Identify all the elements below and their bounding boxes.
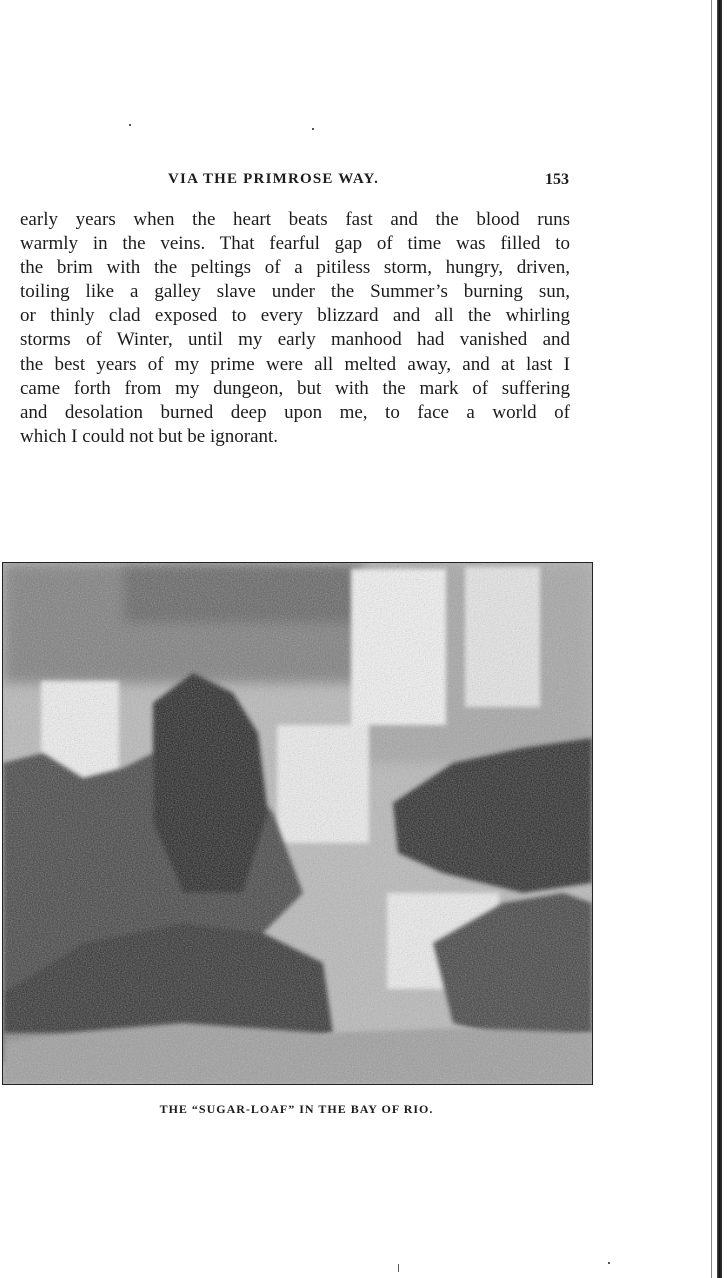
text-line: warmly in the veins. That fearful gap of time was filled to <box>20 233 570 255</box>
page-edge-shadow <box>717 0 722 1278</box>
print-speck <box>608 1262 610 1264</box>
page-edge-line <box>711 0 712 1278</box>
figure-caption: THE “SUGAR-LOAF” IN THE BAY OF RIO. <box>159 1102 434 1116</box>
sugar-loaf-photograph <box>2 562 593 1085</box>
text-line: storms of Winter, until my early manhood had vanished and <box>20 329 570 351</box>
text-line: the brim with the peltings of a pitiless storm, hungry, driven, <box>20 257 570 279</box>
page-number: 153 <box>545 171 569 188</box>
text-line: and desolation burned deep upon me, to face a world of <box>20 401 570 423</box>
text-line: the best years of my prime were all melted away, and at last I <box>20 353 570 375</box>
body-paragraph <box>20 208 570 449</box>
text-line: came forth from my dungeon, but with the mark of suffering <box>20 377 570 399</box>
text-line: toiling like a galley slave under the Summer’s burning sun, <box>20 281 570 303</box>
text-line: which I could not but be ignorant. <box>20 425 279 447</box>
page-header <box>20 171 572 191</box>
text-line: or thinly clad exposed to every blizzard and all the whirling <box>20 305 570 327</box>
print-speck <box>398 1264 399 1272</box>
halftone-image <box>3 563 592 1084</box>
text-line: early years when the heart beats fast and the blood runs <box>20 209 570 230</box>
halftone-grain <box>3 563 592 1084</box>
running-head: VIA THE PRIMROSE WAY. <box>168 171 380 187</box>
print-speck <box>312 128 314 130</box>
print-speck <box>129 124 131 126</box>
